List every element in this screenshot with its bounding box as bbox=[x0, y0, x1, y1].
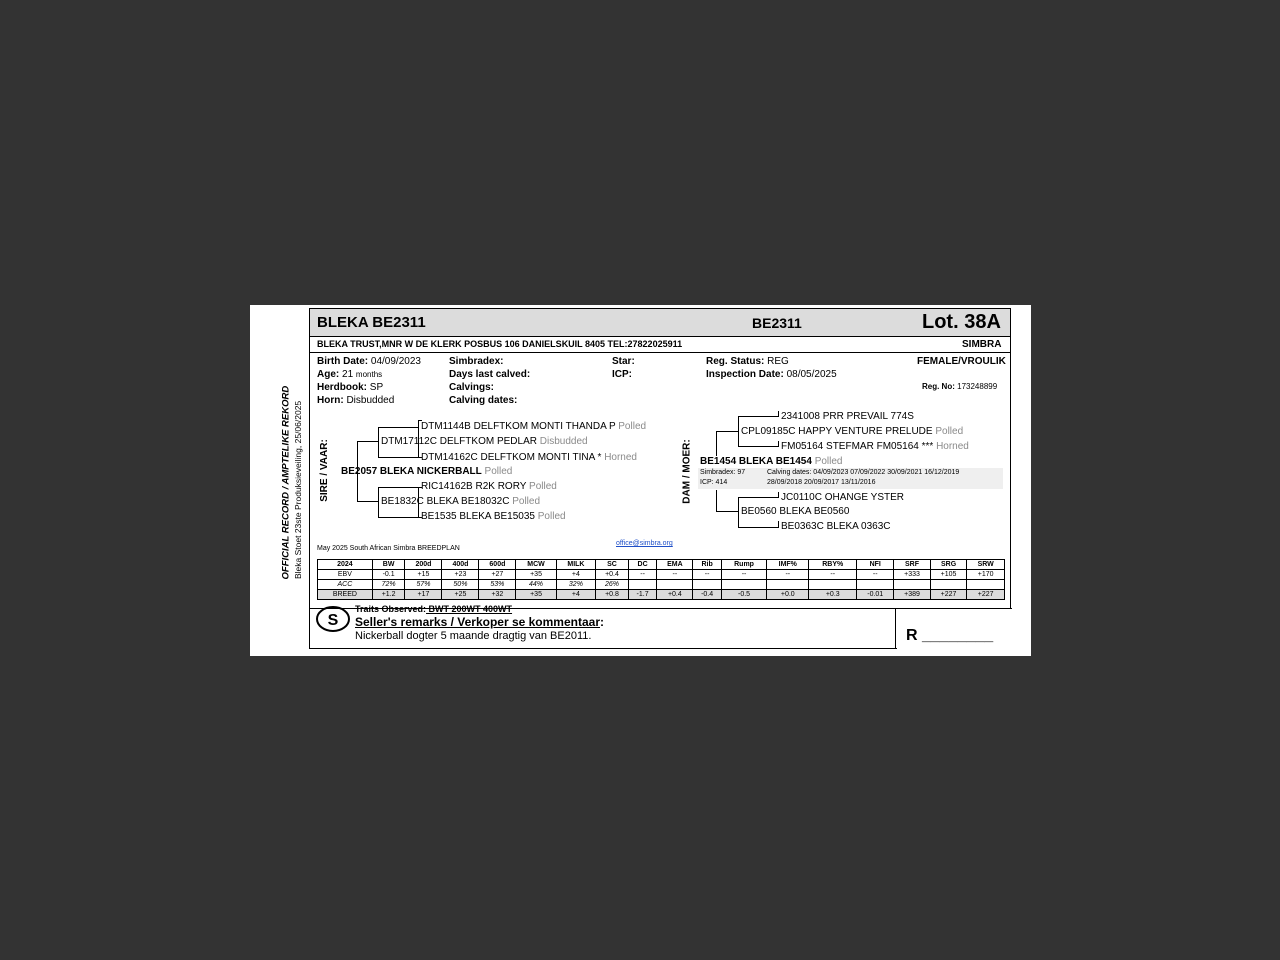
ebv-cell: RBY% bbox=[809, 560, 857, 570]
ebv-cell: +0.4 bbox=[596, 570, 629, 580]
dam-tree-line bbox=[778, 521, 779, 528]
calvings-label: Calvings: bbox=[449, 382, 495, 393]
ebv-cell bbox=[894, 580, 931, 590]
sire-tree-line bbox=[378, 487, 379, 517]
ebv-cell bbox=[721, 580, 766, 590]
dam-g2: BE0560 BLEKA BE0560 bbox=[741, 506, 850, 517]
simbra-logo-icon bbox=[314, 604, 352, 634]
ebv-cell: -- bbox=[693, 570, 721, 580]
dam-simbradex: Simbradex: 97 bbox=[700, 469, 746, 476]
animal-name: BLEKA BE2311 bbox=[317, 314, 426, 331]
ebv-cell: ACC bbox=[318, 580, 373, 590]
dam-tree-line bbox=[778, 411, 779, 417]
dam-gg4: BE0363C BLEKA 0363C bbox=[781, 521, 891, 532]
ebv-cell: EMA bbox=[657, 560, 693, 570]
price-field: R ________ bbox=[906, 627, 994, 644]
ebv-cell: SRF bbox=[894, 560, 931, 570]
ebv-cell: -- bbox=[857, 570, 894, 580]
dam-name: BE1454 BLEKA BE1454 Polled bbox=[700, 456, 843, 467]
ebv-cell bbox=[809, 580, 857, 590]
ebv-cell: +35 bbox=[516, 590, 556, 600]
sire-gg1: DTM1144B DELFTKOM MONTI THANDA P Polled bbox=[421, 421, 647, 432]
dam-tree-line bbox=[778, 441, 779, 447]
sire-tree-line bbox=[378, 457, 418, 458]
star-label: Star: bbox=[612, 356, 635, 367]
ebv-cell: MILK bbox=[556, 560, 595, 570]
inspection-date-row: Inspection Date: 08/05/2025 bbox=[706, 369, 837, 380]
ebv-cell: +389 bbox=[894, 590, 931, 600]
sire-gg2: DTM14162C DELFTKOM MONTI TINA * Horned bbox=[421, 452, 637, 463]
dam-gg3: JC0110C OHANGE YSTER bbox=[781, 492, 905, 503]
ebv-row-breed bbox=[318, 590, 1005, 600]
traits-row: Traits Observed: BWT 200WT 400WT bbox=[355, 604, 513, 614]
ebv-cell: 32% bbox=[556, 580, 595, 590]
ebv-cell: Rump bbox=[721, 560, 766, 570]
ebv-cell: -0.1 bbox=[372, 570, 405, 580]
ebv-cell bbox=[857, 580, 894, 590]
sire-tree-line bbox=[378, 427, 418, 428]
ebv-cell: 2024 bbox=[318, 560, 373, 570]
ebv-cell: 600d bbox=[479, 560, 516, 570]
lot-number: Lot. 38A bbox=[922, 311, 1001, 333]
reg-status-row: Reg. Status: REG bbox=[706, 356, 789, 367]
ebv-cell bbox=[967, 580, 1005, 590]
ebv-cell: +15 bbox=[405, 570, 442, 580]
ebv-cell: -- bbox=[809, 570, 857, 580]
ebv-cell: -0.4 bbox=[693, 590, 721, 600]
ebv-cell: SC bbox=[596, 560, 629, 570]
ebv-cell: 57% bbox=[405, 580, 442, 590]
sire-g1: DTM17112C DELFTKOM PEDLAR Disbudded bbox=[381, 436, 588, 447]
remarks-text: Nickerball dogter 5 maande dragtig van BE2011. bbox=[355, 630, 592, 642]
ebv-cell: +27 bbox=[479, 570, 516, 580]
ebv-cell: BW bbox=[372, 560, 405, 570]
ebv-cell: -- bbox=[767, 570, 809, 580]
ebv-cell: +170 bbox=[967, 570, 1005, 580]
birth-date-row: Birth Date: 04/09/2023 bbox=[317, 356, 421, 367]
ebv-cell: +333 bbox=[894, 570, 931, 580]
ebv-cell: SRG bbox=[930, 560, 967, 570]
ebv-cell: +0.4 bbox=[657, 590, 693, 600]
sale-label: Bleka Stoet 23ste Produksieveiling, 25/06/2025 bbox=[293, 400, 303, 579]
ebv-cell: SRW bbox=[967, 560, 1005, 570]
ebv-cell: +17 bbox=[405, 590, 442, 600]
dam-label: DAM / MOER: bbox=[681, 439, 693, 504]
ebv-cell: +25 bbox=[442, 590, 479, 600]
sire-tree-line bbox=[378, 517, 422, 518]
sire-g2: BE1832C BLEKA BE18032C Polled bbox=[381, 496, 541, 507]
sire-name: BE2057 BLEKA NICKERBALL Polled bbox=[341, 466, 513, 477]
sire-gg4: BE1535 BLEKA BE15035 Polled bbox=[421, 511, 566, 522]
ebv-row-head bbox=[318, 560, 1005, 570]
ebv-cell: -- bbox=[628, 570, 656, 580]
ebv-cell: +105 bbox=[930, 570, 967, 580]
email-link[interactable]: office@simbra.org bbox=[616, 540, 673, 547]
age-row: Age: 21 months bbox=[317, 369, 383, 380]
horn-row: Horn: Disbudded bbox=[317, 395, 395, 406]
sire-tree-line bbox=[357, 441, 378, 442]
dam-tree-line bbox=[738, 416, 739, 431]
official-record-label: OFFICIAL RECORD / AMPTELIKE REKORD bbox=[280, 385, 292, 580]
ebv-cell: -- bbox=[657, 570, 693, 580]
ebv-cell: -0.5 bbox=[721, 590, 766, 600]
side-caption bbox=[272, 380, 312, 580]
ebv-cell: +0.8 bbox=[596, 590, 629, 600]
ebv-cell: +32 bbox=[479, 590, 516, 600]
dam-gg1: 2341008 PRR PREVAIL 774S bbox=[781, 411, 914, 422]
ebv-cell: 400d bbox=[442, 560, 479, 570]
sire-tree-line bbox=[378, 487, 422, 488]
ebv-row-acc bbox=[318, 580, 1005, 590]
logo-letter: S bbox=[327, 612, 339, 629]
herdbook-row: Herdbook: SP bbox=[317, 382, 384, 393]
owner-info: BLEKA TRUST,MNR W DE KLERK POSBUS 106 DANIELSKUIL 8405 TEL:27822025911 bbox=[317, 339, 683, 349]
sex-label: FEMALE/VROULIK bbox=[917, 356, 1006, 367]
dam-tree-line bbox=[738, 431, 739, 447]
ebv-cell: -- bbox=[721, 570, 766, 580]
calving-dates-label: Calving dates: bbox=[449, 395, 518, 406]
breedplan-note: May 2025 South African Simbra BREEDPLAN bbox=[317, 545, 460, 552]
ebv-cell bbox=[930, 580, 967, 590]
ebv-cell: NFI bbox=[857, 560, 894, 570]
breed-label: SIMBRA bbox=[962, 339, 1002, 350]
ebv-cell: 200d bbox=[405, 560, 442, 570]
ebv-cell: +227 bbox=[967, 590, 1005, 600]
ebv-cell bbox=[657, 580, 693, 590]
owner-divider bbox=[310, 352, 1010, 353]
ebv-cell: +23 bbox=[442, 570, 479, 580]
simbradex-label: Simbradex: bbox=[449, 356, 504, 367]
dam-calving-dates-cont: 28/09/2018 20/09/2017 13/11/2016 bbox=[767, 479, 876, 486]
ebv-cell: MCW bbox=[516, 560, 556, 570]
ebv-cell bbox=[628, 580, 656, 590]
ebv-cell bbox=[693, 580, 721, 590]
sire-label: SIRE / VAAR: bbox=[318, 439, 330, 502]
dam-tree-line bbox=[716, 511, 738, 512]
ebv-cell: EBV bbox=[318, 570, 373, 580]
ebv-cell: IMF% bbox=[767, 560, 809, 570]
days-last-calved-label: Days last calved: bbox=[449, 369, 531, 380]
ebv-cell: 50% bbox=[442, 580, 479, 590]
ebv-cell: 26% bbox=[596, 580, 629, 590]
dam-tree-line bbox=[716, 431, 717, 456]
ebv-cell: 53% bbox=[479, 580, 516, 590]
dam-gg2: FM05164 STEFMAR FM05164 *** Horned bbox=[781, 441, 969, 452]
ebv-cell: 72% bbox=[372, 580, 405, 590]
ebv-cell: 44% bbox=[516, 580, 556, 590]
dam-calving-dates: Calving dates: 04/09/2023 07/09/2022 30/09/2021 16/12/2019 bbox=[767, 469, 960, 476]
ebv-cell: BREED bbox=[318, 590, 373, 600]
ebv-cell bbox=[767, 580, 809, 590]
dam-tree-line bbox=[738, 497, 739, 527]
ebv-table bbox=[317, 559, 1005, 600]
ebv-cell: -1.7 bbox=[628, 590, 656, 600]
ebv-cell: +227 bbox=[930, 590, 967, 600]
dam-tree-line bbox=[716, 431, 738, 432]
icp-label: ICP: bbox=[612, 369, 632, 380]
ebv-row-ebv bbox=[318, 570, 1005, 580]
ebv-cell: +4 bbox=[556, 590, 595, 600]
dam-tree-line bbox=[738, 527, 779, 528]
dam-icp: ICP: 414 bbox=[700, 479, 728, 486]
sire-tree-line bbox=[378, 427, 379, 457]
sire-tree-line bbox=[357, 501, 378, 502]
animal-code: BE2311 bbox=[752, 315, 802, 331]
dam-tree-line bbox=[716, 490, 717, 511]
dam-tree-line bbox=[778, 492, 779, 498]
remarks-title: Seller's remarks / Verkoper se kommentaar: bbox=[355, 615, 604, 629]
reg-number-row: Reg. No: 173248899 bbox=[922, 382, 998, 391]
dam-tree-line bbox=[738, 497, 779, 498]
ebv-cell: Rib bbox=[693, 560, 721, 570]
sire-gg3: RIC14162B R2K RORY Polled bbox=[421, 481, 557, 492]
ebv-cell: +35 bbox=[516, 570, 556, 580]
dam-tree-line bbox=[738, 416, 778, 417]
ebv-cell: +4 bbox=[556, 570, 595, 580]
dam-tree-line bbox=[738, 446, 778, 447]
ebv-cell: DC bbox=[628, 560, 656, 570]
dam-g1: CPL09185C HAPPY VENTURE PRELUDE Polled bbox=[741, 426, 964, 437]
ebv-cell: +0.3 bbox=[809, 590, 857, 600]
ebv-cell: +1.2 bbox=[372, 590, 405, 600]
ebv-cell: -0.01 bbox=[857, 590, 894, 600]
ebv-cell: +0.0 bbox=[767, 590, 809, 600]
